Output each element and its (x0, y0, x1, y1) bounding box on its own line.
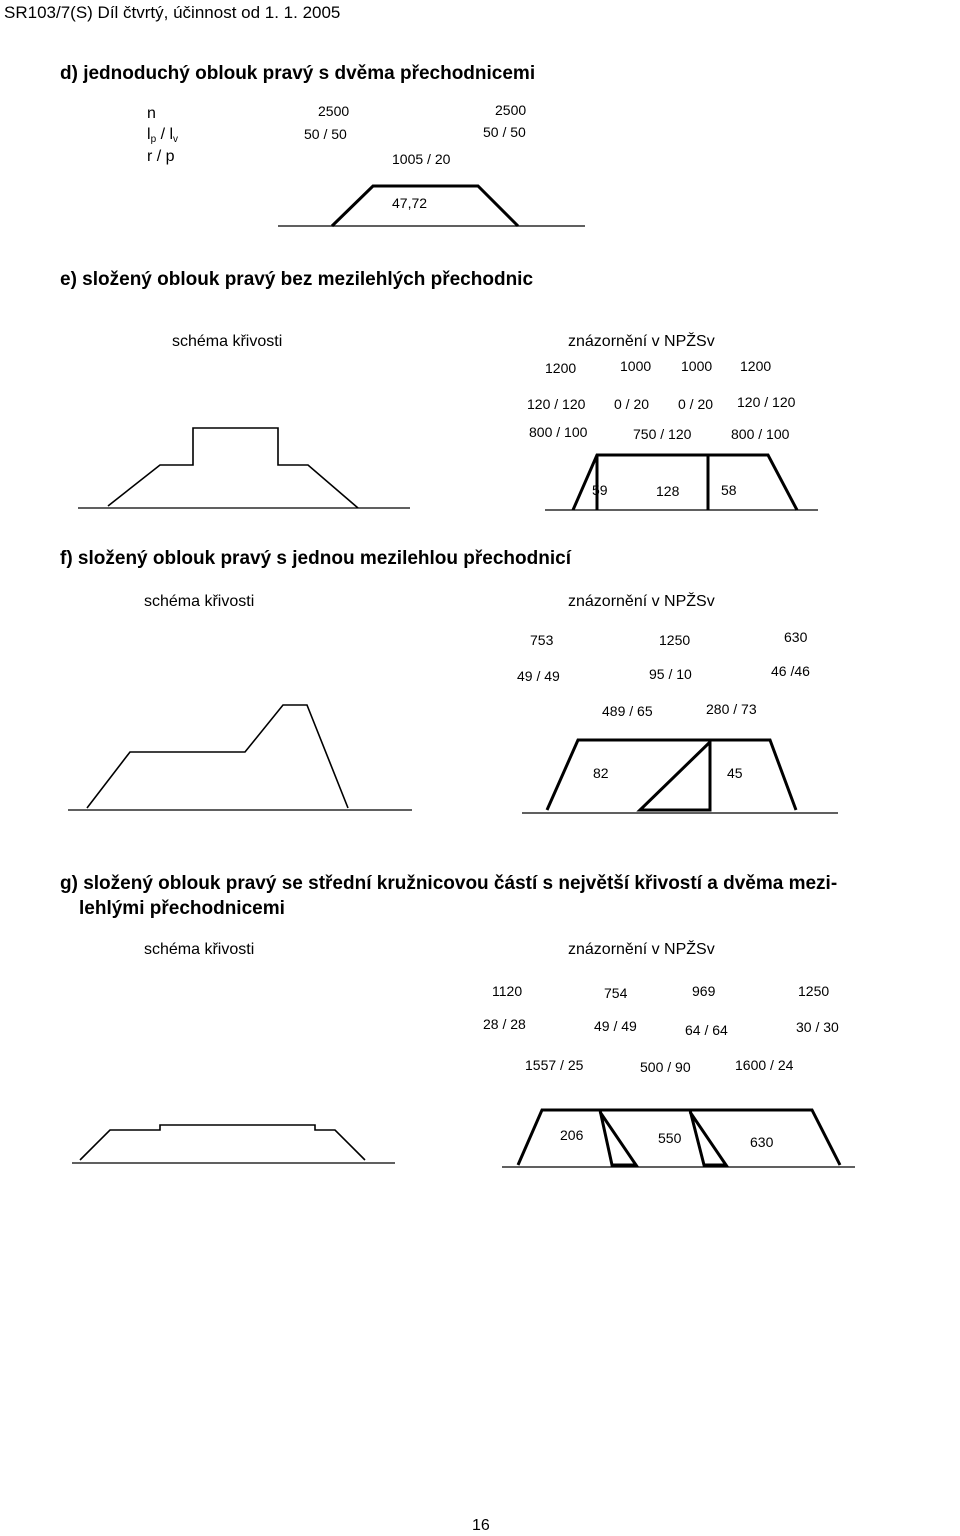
f-rp-1: 489 / 65 (602, 703, 653, 719)
d-n-2: 2500 (495, 102, 527, 118)
f-npzsv-label: znázornění v NPŽSv (568, 593, 715, 610)
d-rp: 1005 / 20 (392, 151, 451, 167)
g-n-3: 969 (692, 983, 716, 999)
e-l-4: 120 / 120 (737, 394, 796, 410)
d-legend-l: $l_p / l_v$ (147, 126, 179, 145)
diagram-f-schema (68, 705, 412, 810)
page-header: SR103/7(S) Díl čtvrtý, účinnost od 1. 1. 2005 (4, 3, 341, 22)
f-l-3: 46 /46 (771, 663, 810, 679)
f-npzsv-triangle (640, 740, 710, 810)
e-l-2: 0 / 20 (614, 396, 650, 412)
g-npzsv-triangle-1 (600, 1110, 636, 1165)
g-curv-3: 630 (750, 1134, 774, 1150)
e-curv-2: 128 (656, 483, 680, 499)
f-npzsv-shape (547, 740, 796, 810)
e-rp-2: 750 / 120 (633, 426, 692, 442)
g-rp-1: 1557 / 25 (525, 1057, 584, 1073)
e-rp-1: 800 / 100 (529, 424, 588, 440)
f-schema-label: schéma křivosti (144, 593, 255, 610)
d-legend-n: n (147, 105, 156, 122)
f-schema-shape (87, 705, 348, 808)
e-schema-label: schéma křivosti (172, 333, 283, 350)
e-curv-3: 58 (721, 482, 737, 498)
section-f-heading: f) složený oblouk pravý s jednou mezilehlou přechodnicí (60, 548, 571, 569)
f-l-1: 49 / 49 (517, 668, 560, 684)
f-l-2: 95 / 10 (649, 666, 692, 682)
e-n-2: 1000 (620, 358, 652, 374)
diagram-f-npzsv (522, 740, 838, 813)
e-l-3: 0 / 20 (678, 396, 714, 412)
g-l-4: 30 / 30 (796, 1019, 839, 1035)
section-g-heading-line1: g) složený oblouk pravý se střední kružnicovou částí s největší křivostí a dvěma mezi- (60, 873, 838, 894)
g-npzsv-label: znázornění v NPŽSv (568, 941, 715, 958)
g-n-1: 1120 (492, 983, 523, 999)
e-n-1: 1200 (545, 360, 577, 376)
g-curv-1: 206 (560, 1127, 584, 1143)
diagram-e-schema (78, 428, 410, 508)
g-rp-2: 500 / 90 (640, 1059, 691, 1075)
f-n-3: 630 (784, 629, 808, 645)
e-schema-shape (108, 428, 358, 508)
g-l-1: 28 / 28 (483, 1016, 526, 1032)
g-curv-2: 550 (658, 1130, 682, 1146)
diagram-d (278, 186, 585, 226)
e-n-4: 1200 (740, 358, 772, 374)
section-d-heading: d) jednoduchý oblouk pravý s dvěma přechodnicemi (60, 63, 536, 84)
e-rp-3: 800 / 100 (731, 426, 790, 442)
g-l-3: 64 / 64 (685, 1022, 728, 1038)
e-npzsv-label: znázornění v NPŽSv (568, 333, 715, 350)
g-n-2: 754 (604, 985, 628, 1001)
e-n-3: 1000 (681, 358, 713, 374)
e-l-1: 120 / 120 (527, 396, 586, 412)
g-npzsv-triangle-2 (690, 1110, 726, 1165)
g-schema-shape (80, 1125, 365, 1160)
d-l-2: 50 / 50 (483, 124, 526, 140)
d-legend-rp: r / p (147, 148, 175, 165)
g-n-4: 1250 (798, 983, 830, 999)
d-l-1: 50 / 50 (304, 126, 347, 142)
f-curv-1: 82 (593, 765, 609, 781)
f-n-1: 753 (530, 632, 554, 648)
section-g-heading-line2: lehlými přechodnicemi (79, 898, 285, 919)
diagram-e-npzsv (545, 455, 818, 510)
page-number: 16 (472, 1517, 490, 1534)
f-rp-2: 280 / 73 (706, 701, 757, 717)
d-curvature: 47,72 (392, 195, 428, 211)
e-curv-1: 59 (592, 482, 608, 498)
g-rp-3: 1600 / 24 (735, 1057, 794, 1073)
d-n-1: 2500 (318, 103, 350, 119)
g-schema-label: schéma křivosti (144, 941, 255, 958)
diagram-g-schema (72, 1125, 395, 1163)
f-n-2: 1250 (659, 632, 691, 648)
g-l-2: 49 / 49 (594, 1018, 637, 1034)
section-e-heading: e) složený oblouk pravý bez mezilehlých přechodnic (60, 269, 534, 290)
f-curv-2: 45 (727, 765, 743, 781)
